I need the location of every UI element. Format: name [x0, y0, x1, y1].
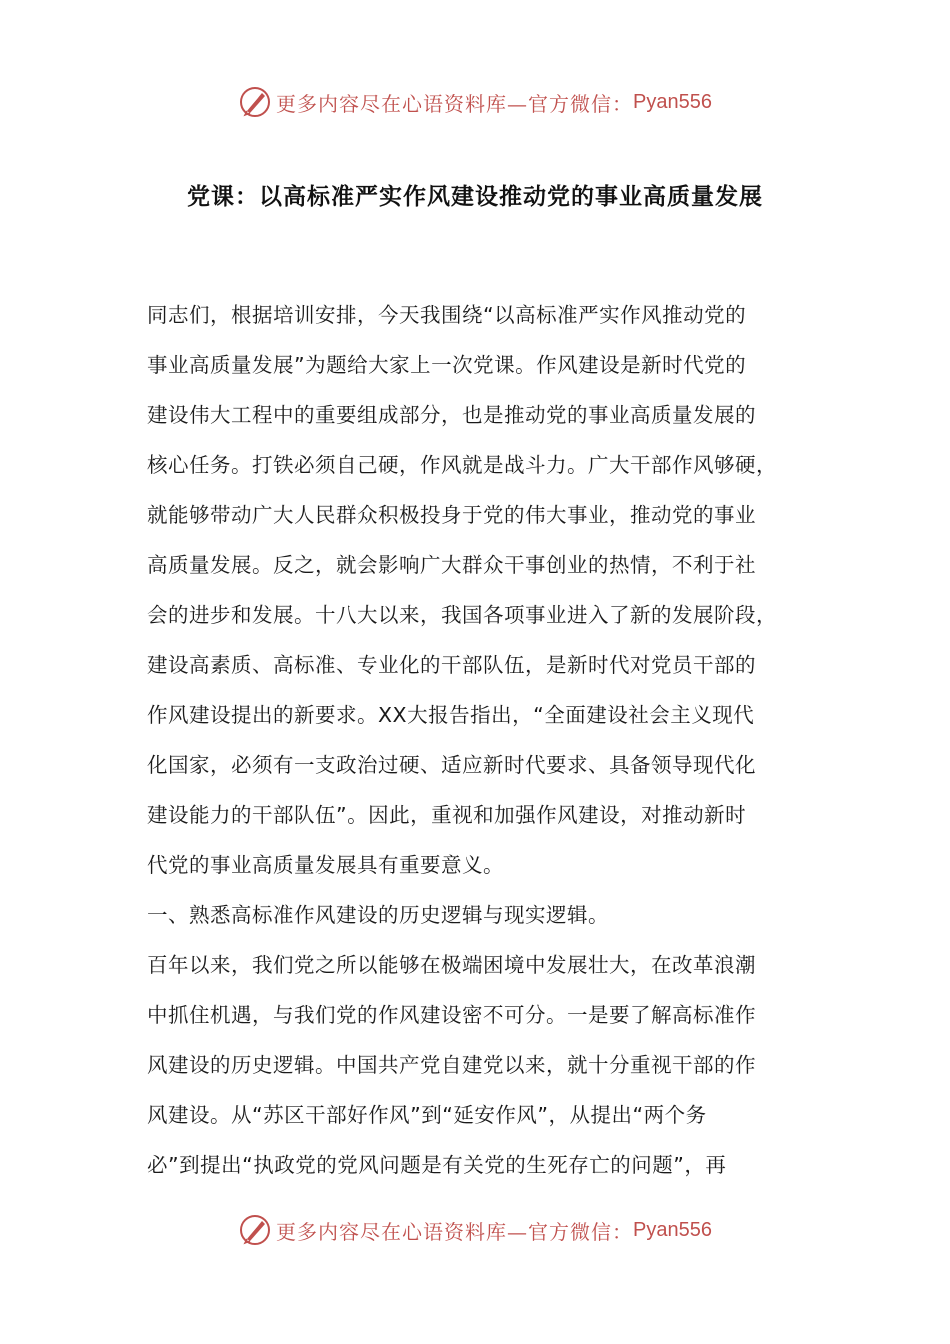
quill-pen-circle-icon	[238, 85, 272, 119]
text-line: 核心任务。打铁必须自己硬，作风就是战斗力。广大干部作风够硬，	[147, 453, 777, 477]
document-body	[147, 290, 815, 1190]
text-line: 高质量发展。反之，就会影响广大群众干事创业的热情，不利于社	[147, 553, 756, 577]
text-line: 代党的事业高质量发展具有重要意义。	[147, 853, 504, 877]
section-heading: 一、熟悉高标准作风建设的历史逻辑与现实逻辑。	[147, 903, 609, 927]
text-line: 中抓住机遇，与我们党的作风建设密不可分。一是要了解高标准作	[147, 1003, 756, 1027]
text-line: 建设伟大工程中的重要组成部分，也是推动党的事业高质量发展的	[147, 403, 756, 427]
text-line: 百年以来，我们党之所以能够在极端困境中发展壮大，在改革浪潮	[147, 953, 756, 977]
quill-pen-circle-icon	[238, 1213, 272, 1247]
text-line: 风建设的历史逻辑。中国共产党自建党以来，就十分重视干部的作	[147, 1053, 756, 1077]
text-line: 就能够带动广大人民群众积极投身于党的伟大事业，推动党的事业	[147, 503, 756, 527]
text-line: 必”到提出“执政党的党风问题是有关党的生死存亡的问题”，再	[147, 1153, 727, 1177]
text-line: 作风建设提出的新要求。XX大报告指出，“全面建设社会主义现代	[147, 703, 755, 727]
wechat-id: Pyan556	[633, 90, 712, 113]
footer-watermark-banner	[0, 1208, 950, 1252]
banner-text: 更多内容尽在心语资料库—官方微信：	[276, 1219, 634, 1244]
text-line: 建设能力的干部队伍”。因此，重视和加强作风建设，对推动新时	[147, 803, 747, 827]
text-line: 事业高质量发展”为题给大家上一次党课。作风建设是新时代党的	[147, 353, 747, 377]
document-title: 党课：以高标准严实作风建设推动党的事业高质量发展	[187, 184, 763, 210]
text-line: 会的进步和发展。十八大以来，我国各项事业进入了新的发展阶段，	[147, 603, 777, 627]
text-line: 同志们，根据培训安排，今天我围绕“以高标准严实作风推动党的	[147, 303, 747, 327]
text-line: 建设高素质、高标准、专业化的干部队伍，是新时代对党员干部的	[147, 653, 756, 677]
banner-text: 更多内容尽在心语资料库—官方微信：	[276, 91, 634, 116]
wechat-id: Pyan556	[633, 1218, 712, 1241]
text-line: 风建设。从“苏区干部好作风”到“延安作风”，从提出“两个务	[147, 1103, 707, 1127]
text-line: 化国家，必须有一支政治过硬、适应新时代要求、具备领导现代化	[147, 753, 756, 777]
header-watermark-banner	[0, 80, 950, 124]
